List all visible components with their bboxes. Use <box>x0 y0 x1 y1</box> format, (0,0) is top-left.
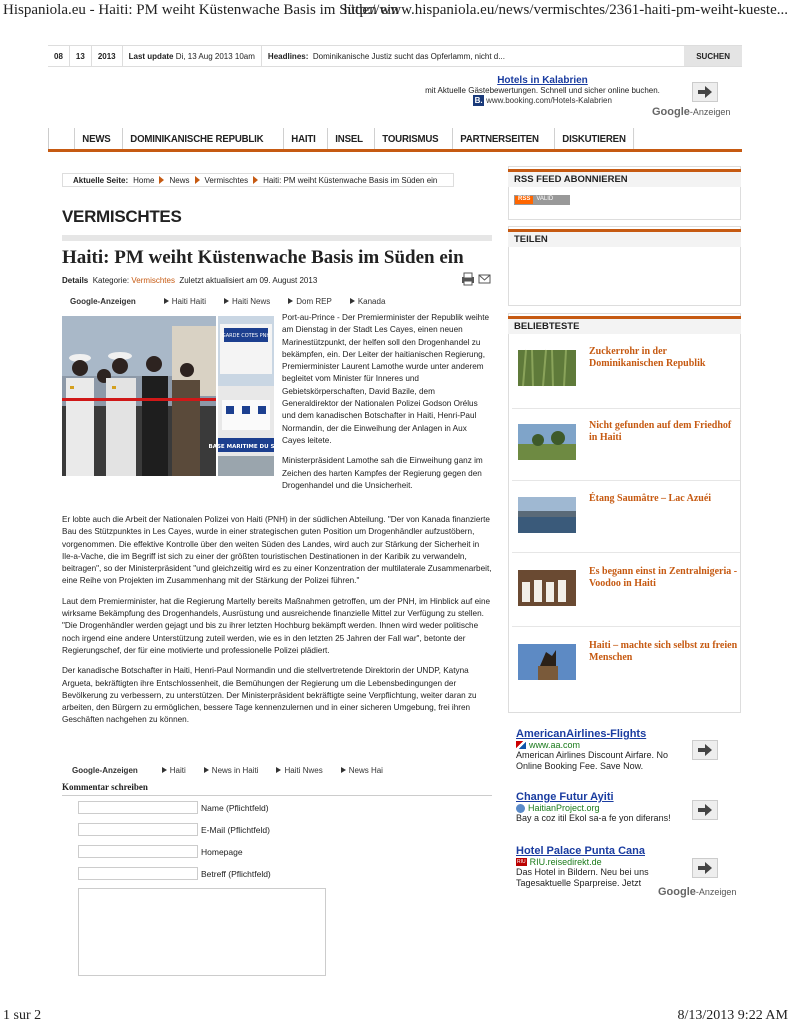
nav-diskutieren[interactable]: DISKUTIEREN <box>554 128 634 149</box>
side-ad-desc: Bay a coz itil Ekol sa-a fe yon diferans! <box>516 813 671 823</box>
sign-coast-guard: GARDE COTES PNH <box>221 333 271 339</box>
ad-link[interactable]: Kanada <box>350 297 386 306</box>
breadcrumb-vermischtes[interactable]: Vermischtes <box>204 175 249 185</box>
top-ad <box>415 75 670 106</box>
arrow-right-icon <box>698 862 712 874</box>
ad-links-bottom <box>72 765 402 775</box>
globe-icon <box>516 804 525 813</box>
divider <box>512 626 740 627</box>
section-title: VERMISCHTES <box>62 207 182 226</box>
article-details: Details Kategorie: Vermischtes Zuletzt aktualisiert am 09. August 2013 <box>62 276 318 285</box>
ad-links-label: Google-Anzeigen <box>72 765 138 775</box>
booking-icon: B. <box>474 96 483 105</box>
top-ad-title[interactable]: Hotels in Kalabrien <box>497 75 588 86</box>
side-ad-url[interactable]: RIU.reisedirekt.de <box>529 857 602 867</box>
ad-link[interactable]: Dom REP <box>288 297 332 306</box>
top-ad-desc: mit Aktuelle Gästebewertungen. Schnell und sicher online buchen. <box>425 86 660 95</box>
google-ads-label: Google-Anzeigen <box>658 886 737 898</box>
divider <box>512 480 740 481</box>
nav-news[interactable]: NEWS <box>74 128 118 149</box>
comment-textarea[interactable] <box>78 888 326 976</box>
popular-title[interactable]: Es begann einst in Zentralnigeria - Voodoo in Haiti <box>589 566 738 589</box>
side-ad-arrow-button[interactable] <box>692 858 718 878</box>
thumb-lake <box>518 497 576 533</box>
homepage-label: Homepage <box>201 847 243 857</box>
nav-partnerseiten[interactable]: PARTNERSEITEN <box>452 128 546 149</box>
last-update: Last update Di, 13 Aug 2013 10am <box>123 46 262 66</box>
side-ad-arrow-button[interactable] <box>692 800 718 820</box>
popular-title[interactable]: Zuckerrohr in der Dominikanischen Republik <box>589 346 706 369</box>
headlines[interactable]: Headlines: Dominikanische Justiz sucht das Opferlamm, nicht d... <box>267 51 505 61</box>
date-month: 13 <box>70 46 92 66</box>
homepage-field[interactable] <box>78 845 198 858</box>
print-page-number: 1 sur 2 <box>3 1008 42 1023</box>
side-ad-url[interactable]: www.aa.com <box>529 740 581 750</box>
name-field[interactable] <box>78 801 198 814</box>
breadcrumb: Aktuelle Seite: Home News Vermischtes Haiti: PM weiht Küstenwache Basis im Süden ein <box>62 173 454 187</box>
article-paragraph: Laut dem Premierminister, hat die Regierung Martelly bereits Maßnahmen getroffen, um der PNH, im Hinblick auf eine wirksame Bekämpfung des Drogenhandels, Ausrüstung und ausreichende finanzielle Mittel zur Verfügung zu stellen. "Die Drogenhändler werden gejagt und bis zu ihrer letzten Hochburg bekämpft werden. Ihnen wird weder politische noch irgend eine andere Unterstützung zuteil werden, wie es in den letzten 25 Jahren der Fall war", betonte der Regierungschef, der für eine motivierte und professionelle Polizei plädiert. <box>62 596 491 655</box>
side-ad-desc: American Airlines Discount Airfare. No Online Booking Fee. Save Now. <box>516 750 669 771</box>
article-paragraph: Er lobte auch die Arbeit der Nationalen Polizei von Haiti (PNH) in der südlichen Abteilung. "Der von Kanada finanzierte Bau des Stützpunktes in Les Cayes, wurde in einer strategischen guten Position um Drogenhändler aufzustöbern, vorgenommen. Die effektive Kontrolle über den weiten Süden des Landes, wird auch zur Stärkung der Sicherheit in Ile-a-Vache, die im Begriff ist sich zu einer der größten touristischen Destinationen in der Karibik zu verwandeln, beitragen", so der Ministerpräsident "und gleichzeitig wird es zu einer Konzentration der multilaterale Zusammenarbeit, eine Reihe von Projekten im Zusammenhang mit der Stärkung der Polizei führen." <box>62 515 492 586</box>
ad-link[interactable]: Haiti News <box>224 297 270 306</box>
email-field[interactable] <box>78 823 198 836</box>
breadcrumb-current: Haiti: PM weiht Küstenwache Basis im Süden ein <box>263 175 438 185</box>
thumb-statue <box>518 644 576 680</box>
popular-heading: BELIEBTESTE <box>508 316 741 334</box>
side-ad-url[interactable]: HaitianProject.org <box>528 803 600 813</box>
main-nav <box>48 128 742 152</box>
subject-label: Betreff (Pflichtfeld) <box>201 869 271 879</box>
rss-valid-badge[interactable]: RSS VALID <box>514 195 570 205</box>
ad-links-label: Google-Anzeigen <box>70 296 136 306</box>
ad-link[interactable]: Haiti <box>162 766 186 775</box>
side-ad-title[interactable]: Hotel Palace Punta Cana <box>516 845 645 857</box>
popular-title[interactable]: Haiti – machte sich selbst zu freien Menschen <box>589 640 738 663</box>
article-photo-ceremony <box>62 316 216 476</box>
side-ad-arrow-button[interactable] <box>692 740 718 760</box>
nav-dominikanische-republik[interactable]: DOMINIKANISCHE REPUBLIK <box>122 128 271 149</box>
side-ad-title[interactable]: Change Futur Ayiti <box>516 791 614 803</box>
divider <box>62 795 492 796</box>
nav-tourismus[interactable]: TOURISMUS <box>374 128 446 149</box>
nav-haiti[interactable]: HAITI <box>283 128 323 149</box>
top-ad-arrow-button[interactable] <box>692 82 718 102</box>
breadcrumb-home[interactable]: Home <box>133 175 155 185</box>
article-paragraph: Port-au-Prince - Der Premierminister der Republik weihte am Dienstag in der Stadt Les Cayes, einen neuen Marinestützpunkt, der helfen soll den Drogenhandel zu bekämpfen, ein. Der Leiter der haitianischen Regierung, Premierminister Laurent Lamothe wurde unter anderem begleitet vom Minister für Inneres und Gebietskörperschaften, David Bazile, dem Generaldirektor der Nationalen Polizei Godson Orélus und dem kanadischen Botschafter in Haiti, Henri-Paul Normandin, der die Einweihung der Anlagen in Aux Cayes leitete. <box>282 313 490 445</box>
thumb-sugarcane <box>518 350 576 386</box>
top-strip <box>48 45 742 67</box>
side-ad-title[interactable]: AmericanAirlines-Flights <box>516 728 647 740</box>
print-icon[interactable] <box>462 273 474 285</box>
article-paragraph: Ministerpräsident Lamothe sah die Einweihung ganz im Zeichen des harten Kampfes der Regierung gegen den Drogenhandel und die Unsicherheit. <box>282 456 483 490</box>
arrow-right-icon <box>698 744 712 756</box>
date-day: 08 <box>48 46 70 66</box>
thumb-cemetery <box>518 424 576 460</box>
date-year: 2013 <box>92 46 123 66</box>
print-url: http://www.hispaniola.eu/news/vermischtes/2361-haiti-pm-weiht-kueste... <box>343 2 788 18</box>
article-title[interactable]: Haiti: PM weiht Küstenwache Basis im Süden ein <box>62 247 464 268</box>
breadcrumb-news[interactable]: News <box>169 175 190 185</box>
popular-title[interactable]: Nicht gefunden auf dem Friedhof in Haiti <box>589 420 732 443</box>
arrow-right-icon <box>698 804 712 816</box>
google-ads-label: Google-Anzeigen <box>652 106 731 118</box>
comment-form-title: Kommentar schreiben <box>62 782 148 792</box>
divider <box>62 235 492 241</box>
email-icon[interactable] <box>479 275 490 283</box>
sign-base-maritime: BASE MARITIME DU SUD <box>208 444 284 450</box>
article-photo-building <box>208 316 284 476</box>
arrow-right-icon <box>698 86 712 98</box>
article-actions <box>460 272 492 291</box>
article-body-column <box>282 312 492 500</box>
article-body <box>62 514 492 735</box>
top-ad-url[interactable]: www.booking.com/Hotels-Kalabrien <box>486 96 612 105</box>
thumb-voodoo <box>518 570 576 606</box>
print-datetime: 8/13/2013 9:22 AM <box>677 1008 788 1023</box>
email-label: E-Mail (Pflichtfeld) <box>201 825 270 835</box>
divider <box>512 552 740 553</box>
ad-links-top <box>70 296 450 306</box>
ad-link[interactable]: News in Haiti <box>204 766 259 775</box>
side-ad-desc: Das Hotel in Bildern. Neu bei uns Tagesaktuelle Sparpreise. Jetzt <box>516 867 649 888</box>
search-button[interactable]: SUCHEN <box>684 46 742 66</box>
share-heading: TEILEN <box>508 229 741 247</box>
name-label: Name (Pflichtfeld) <box>201 803 269 813</box>
print-title: Hispaniola.eu - Haiti: PM weiht Küstenwache Basis im Süden ein <box>3 2 399 18</box>
riu-logo-icon: RIU <box>517 859 526 865</box>
aa-logo-icon <box>516 741 526 749</box>
article-paragraph: Der kanadische Botschafter in Haiti, Henri-Paul Normandin und die stellvertretende Direktorin der UNDP, Katyna Argueta, bekräftigten ihre Entschlossenheit, die Bemühungen der Regierung um die Lebensbedingungen der Bevölkerung zu verbessern, zu unterstützen. Der Ministerpräsident bekräftigte seine Verpflichtung, weiter daran zu arbeiten, den Bürgern zu ermöglichen, bessere Tage kennenzulernen und in einer sicheren Umgebung, frei ihren Geschäften nachgehen zu können. <box>62 666 477 725</box>
divider <box>512 408 740 409</box>
popular-title[interactable]: Étang Saumâtre – Lac Azuéi <box>589 493 712 504</box>
category-link[interactable]: Vermischtes <box>131 276 175 285</box>
nav-insel[interactable]: INSEL <box>327 128 370 149</box>
ad-link[interactable]: News Hai <box>341 766 383 775</box>
subject-field[interactable] <box>78 867 198 880</box>
ad-link[interactable]: Haiti Nwes <box>276 766 322 775</box>
ad-link[interactable]: Haiti Haiti <box>164 297 206 306</box>
rss-heading: RSS FEED ABONNIEREN <box>508 169 741 187</box>
